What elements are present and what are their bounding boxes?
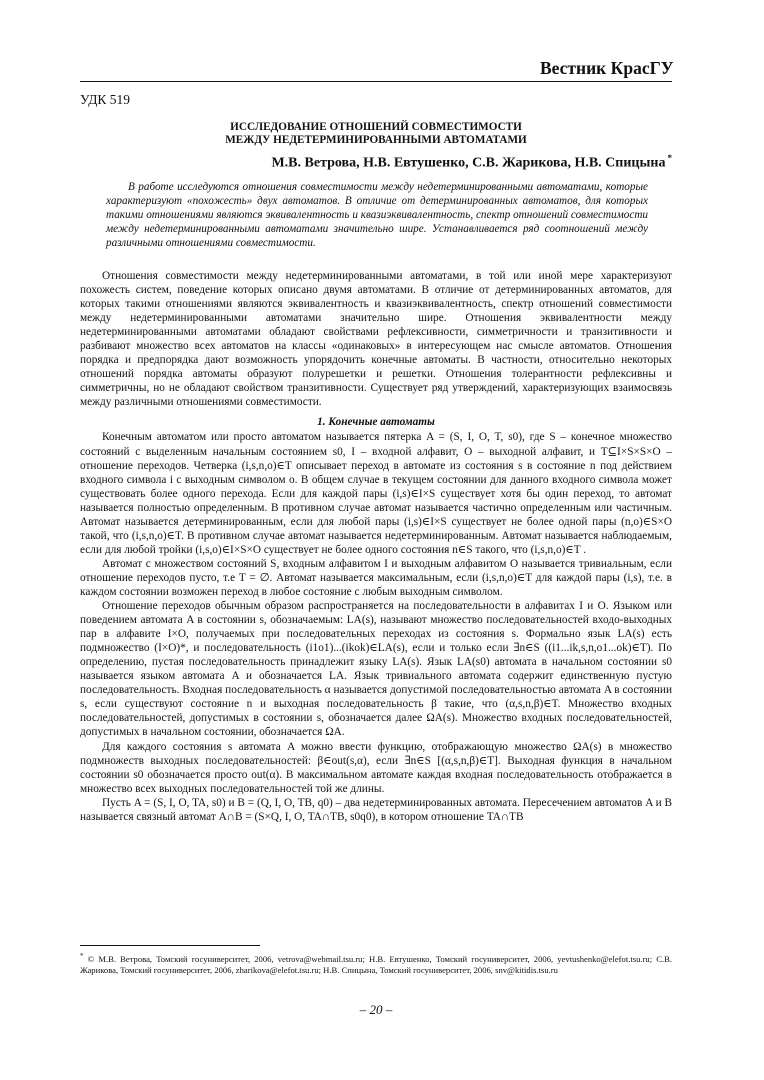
header-rule (80, 81, 672, 82)
footnote-mark: * (80, 952, 84, 960)
paragraph-trivial-automaton: Автомат с множеством состояний S, входным алфавитом I и выходным алфавитом O называется тривиальным, если отношение переходов пусто, т.е T = ∅. Автомат называется максимальным, если (i,s,n,o)∈T для каждой пары (i,s), т.е. в каждом состоянии возможен переход в любое состояние с любым выходным символом. (80, 557, 672, 598)
author-list (80, 153, 672, 172)
paragraph-language: Отношение переходов обычным образом распространяется на последовательности в алфавитах I и O. Языком или поведением автомата A в состоянии s, обозначаемым: LA(s), называют множество последовательностей входо-выходных пар в алфавите I×O, получаемых при последовательных переходах из состояния s. Формально язык LA(s) есть подмножество (I×O)*, и последовательность (i1o1)...(ikok)∈LA(s), если и только если ∃n∈S ((i1...ik,s,n,o1...ok)∈T). По определению, пустая последовательность принадлежит языку LA(s). Язык LA(s0) автомата в начальном состоянии s0 называется языком автомата A и обозначается LA. Язык тривиального автомата содержит единственную пустую последовательность. Входная последовательность α называется допустимой последовательностью автомата A в состоянии s, если существуют состояние n и выходная последовательность β такие, что (α,s,n,β)∈T. Множество входных последовательностей, допустимых в состоянии s, обозначается далее ΩA(s). Множество входных последовательностей, допустимых в начальном состоянии, обозначается ΩA. (80, 600, 672, 739)
paragraph-output-function: Для каждого состояния s автомата A можно ввести функцию, отображающую множество ΩA(s) в множество подмножеств выходных последовательностей: β∈out(s,α), если ∃n∈S [(α,s,n,β)∈T]. Выходная функция в начальном состоянии s0 обозначается просто out(α). В максимальном автомате каждая входная последовательность отображается в множество всех выходных последовательностей той же длины. (80, 740, 672, 795)
footnote-rule (80, 945, 260, 946)
paper-title (80, 121, 672, 147)
udk-code: УДК 519 (80, 92, 131, 107)
paragraph-intersection: Пусть A = (S, I, O, TA, s0) и B = (Q, I, O, TB, q0) – два недетерминированных автомата. Пересечением автоматов A и B называется связный автомат A∩B = (S×Q, I, O, TA∩TB, s0q0), в котором отношение TA∩TB (80, 796, 672, 823)
paragraph-finite-automaton: Конечным автоматом или просто автоматом называется пятерка A = (S, I, O, T, s0), где S – конечное множество состояний с выделенным начальным состоянием s0, I – входной алфавит, O – выходной алфавит, и T⊆I×S×S×O – отношение переходов. Четверка (i,s,n,o)∈T описывает переход в автомате из состояния s в состояние n под действием входного символа i с выходным символом o. В общем случае в текущем состоянии для данного входного символа может существовать более одного перехода. Если для каждой пары (i,s)∈I×S существует хотя бы один переход, то автомат называется полностью определенным. В противном случае автомат называется частично определенным или частичным. Автомат называется детерминированным, если для любой пары (i,s)∈I×S существует не более одной пары (n,o)∈S×O такой, что (i,s,n,o)∈T. В противном случае автомат называется недетерминированным. Автомат называется наблюдаемым, если для любой тройки (i,s,o)∈I×S×O существует не более одного состояния n∈S такого, что (i,s,n,o)∈T . (80, 431, 672, 556)
author-footnote-mark: * (667, 153, 672, 163)
article-body (80, 269, 672, 824)
intro-paragraph: Отношения совместимости между недетерминированными автоматами, в той или иной мере характеризуют похожесть систем, поведение которых описано двумя автоматами. В отличие от детерминированных автоматов, для которых такими отношениями являются эквивалентность и квазиэквивалентность, спектр отношений совместимости между недетерминированными автоматами значительно шире. Отношения эквивалентности между недетерминированными автоматами обладают свойствами рефлексивности, симметричности и транзитивности и разбивают множество всех автоматов на классы «одинаковых» в интересующем нас смысле автоматов. Отношения порядка и предпорядка дают возможность упорядочить конечные автоматы. В частности, относительно некоторых отношений порядка автоматы образуют полурешетки и решетки. Отношения толерантности рефлексивны и симметричны, но не обладают свойством транзитивности. Существует ряд утверждений, характеризующих взаимосвязь между различными отношениями совместимости. (80, 270, 672, 409)
paper-title-line-1: ИССЛЕДОВАНИЕ ОТНОШЕНИЙ СОВМЕСТИМОСТИ (230, 121, 522, 133)
footnote (80, 951, 672, 976)
page-number: – 20 – (359, 1002, 393, 1017)
author-names: М.В. Ветрова, Н.В. Евтушенко, С.В. Жарикова, Н.В. Спицына (271, 155, 666, 171)
section-heading: 1. Конечные автоматы (317, 416, 435, 429)
footnote-text: © М.В. Ветрова, Томский госуниверситет, 2006, vetrova@webmail.tsu.ru; Н.В. Евтушенко, Томский госуниверситет, 2006, yevtushenko@elefot.tsu.ru; С.В. Жарикова, Томский госуниверситет, 2006, zharikova@elefot.tsu.ru; Н.В. Спицына, Томский госуниверситет, 2006, snv@kitidis.tsu.ru (80, 953, 672, 975)
paper-title-line-2: МЕЖДУ НЕДЕТЕРМИНИРОВАННЫМИ АВТОМАТАМИ (225, 134, 527, 146)
abstract: В работе исследуются отношения совместимости между недетерминированными автоматами, которые характеризуют «похожесть» двух автоматов. В отличие от детерминированных автоматов, для которых такими отношениями являются эквивалентность и квазиэквивалентность, спектр отношений совместимости между недетерминированными автоматами значительно шире. Устанавливается ряд соотношений между различными отношениями совместимости. (106, 181, 648, 249)
journal-title: Вестник КрасГУ (540, 58, 674, 78)
